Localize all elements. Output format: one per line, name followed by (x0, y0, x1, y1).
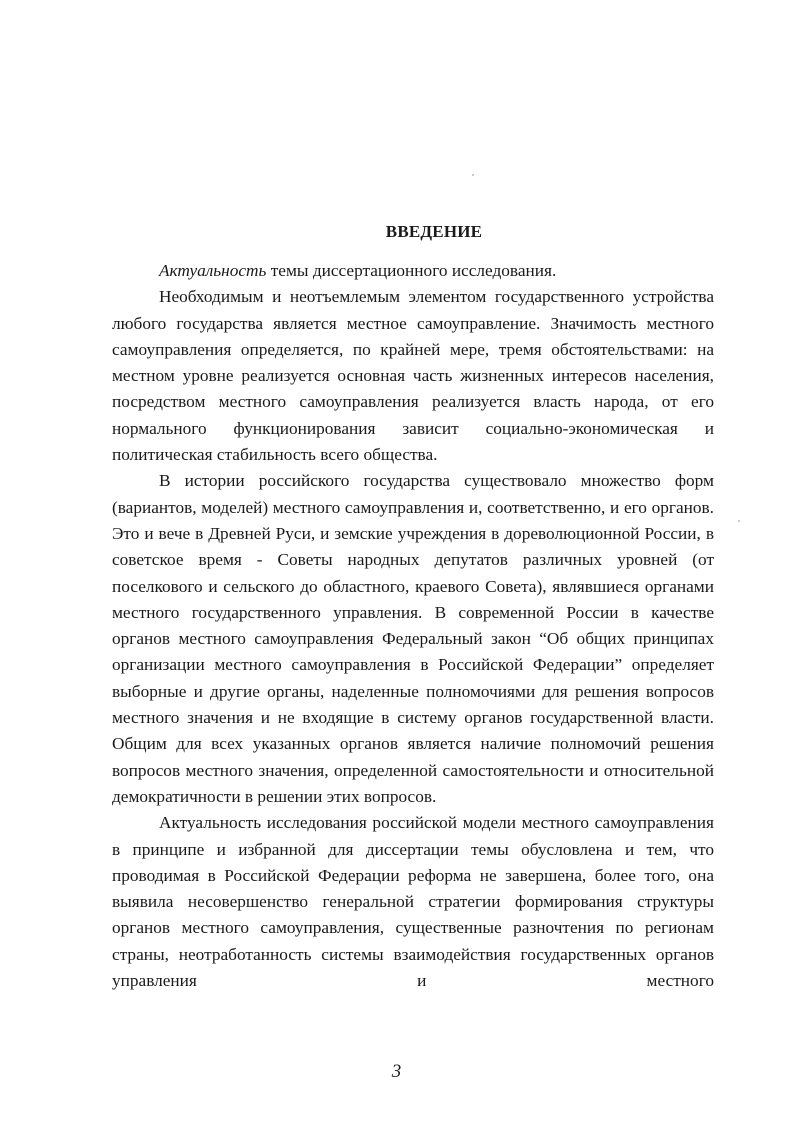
scan-speck (738, 520, 740, 522)
italic-lead-word: Актуальность (159, 261, 267, 280)
paragraph-history: В истории российского государства существовало множество форм (вариантов, моделей) местного самоуправления и, соответственно, и его органов. Это и вече в Древней Руси, и земские учреждения в дореволюционной России, в советское время - Советы народных депутатов различных уровней (от поселкового и сельского до областного, краевого Совета), являвшиеся органами местного государственного управления. В современной России в качестве органов местного самоуправления Федеральный закон “Об общих принципах организации местного самоуправления в Российской Федерации” определяет выборные и другие органы, наделенные полномочиями для решения вопросов местного значения и не входящие в систему органов государственной власти. Общим для всех указанных органов является наличие полномочий решения вопросов местного значения, определенной самостоятельности и относительной демократичности в решении этих вопросов. (112, 471, 714, 806)
paragraph-reform: Актуальность исследования российской модели местного самоуправления в принципе и избранной для диссертации темы обусловлена и тем, что проводимая в Российской Федерации реформа не завершена, более того, она выявила несовершенство генеральной стратегии формирования структуры органов местного самоуправления, существенные разночтения по регионам страны, неотработанность системы взаимодействия государственных органов управления и местного (112, 813, 714, 991)
document-body (112, 222, 714, 994)
scan-speck (472, 174, 474, 176)
section-heading: ВВЕДЕНИЕ (385, 222, 483, 241)
paragraph-relevance-lead (112, 258, 714, 284)
paragraph-text: темы диссертационного исследования. (266, 261, 557, 280)
page-number: 3 (391, 1061, 402, 1082)
paragraph-local-self-government: Необходимым и неотъемлемым элементом государственного устройства любого государства является местное самоуправление. Значимость местного самоуправления определяется, по крайней мере, тремя обстоятельствами: на местном уровне реализуется основная часть жизненных интересов населения, посредством местного самоуправления реализуется власть народа, от его нормального функционирования зависит социально-экономическая и политическая стабильность всего общества. (112, 287, 714, 465)
